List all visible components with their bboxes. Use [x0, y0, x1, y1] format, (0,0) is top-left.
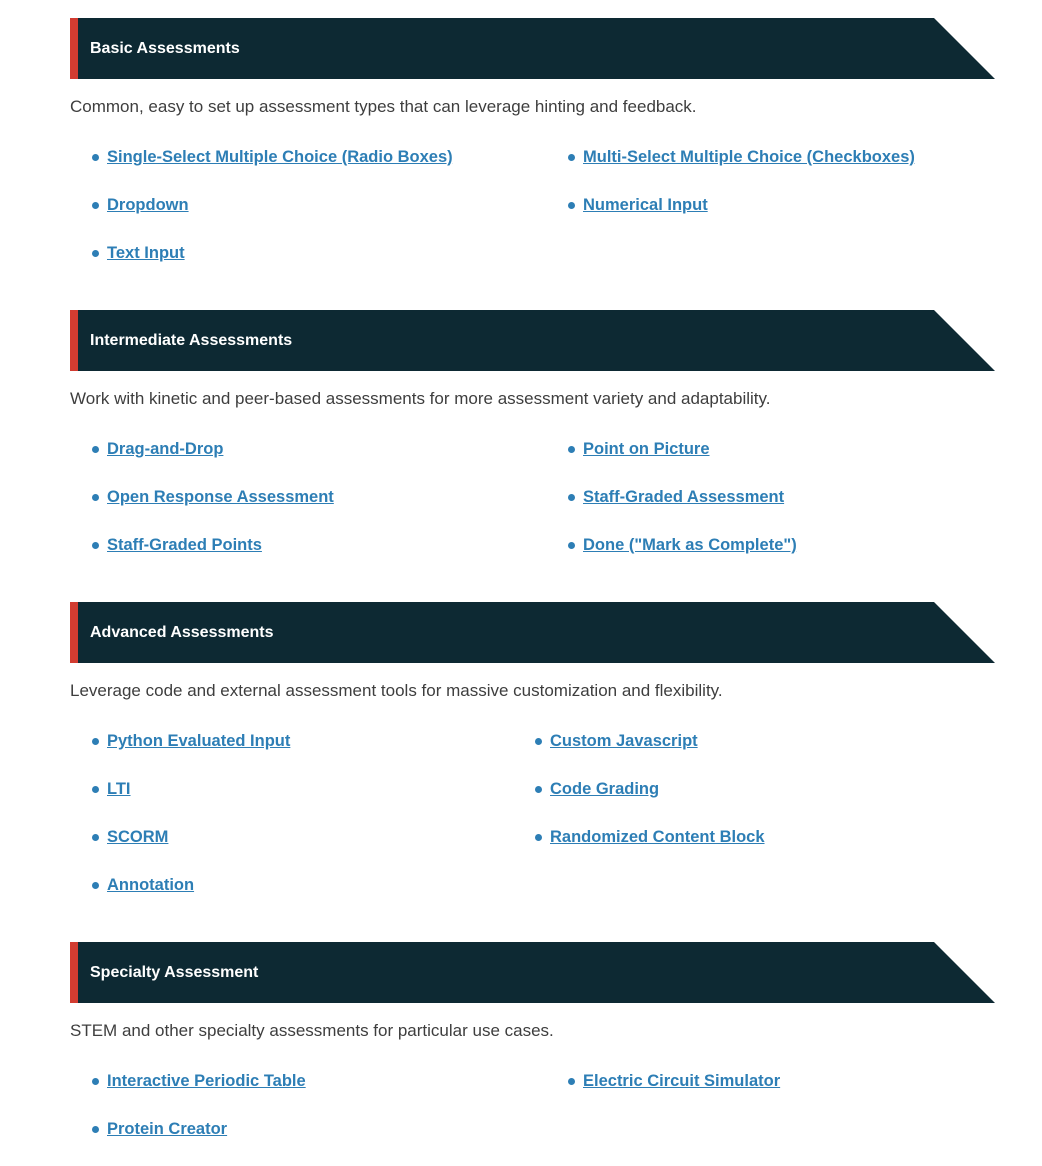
links-columns [70, 145, 1042, 266]
list-item [568, 437, 797, 462]
list-item [568, 1069, 780, 1094]
assessment-link[interactable]: Code Grading [550, 780, 660, 798]
banner-corner-cut [934, 310, 995, 371]
links-column-right [548, 437, 797, 558]
red-accent-bar [70, 602, 78, 663]
list-item [568, 193, 915, 218]
assessment-link[interactable]: LTI [107, 780, 131, 798]
links-column-left [70, 1069, 548, 1142]
links-columns [70, 437, 1042, 558]
assessment-link[interactable]: Numerical Input [583, 196, 708, 214]
list-item [92, 241, 548, 266]
assessment-link[interactable]: Multi-Select Multiple Choice (Checkboxes) [583, 148, 915, 166]
list-item [92, 533, 548, 558]
assessment-link[interactable]: Protein Creator [107, 1120, 228, 1138]
list-item [92, 825, 515, 850]
section-basic-assessments [0, 18, 1042, 266]
links-column-right [548, 145, 915, 266]
red-accent-bar [70, 942, 78, 1003]
section-banner [70, 310, 995, 371]
assessment-link[interactable]: Randomized Content Block [550, 828, 765, 846]
section-description: STEM and other specialty assessments for particular use cases. [70, 1021, 554, 1040]
red-accent-bar [70, 310, 78, 371]
section-intermediate-assessments [0, 310, 1042, 558]
section-banner [70, 942, 995, 1003]
assessment-link[interactable]: Staff-Graded Points [107, 536, 262, 554]
assessment-link[interactable]: Open Response Assessment [107, 488, 334, 506]
section-title: Basic Assessments [90, 39, 240, 57]
list-item [568, 533, 797, 558]
banner-corner-cut [934, 18, 995, 79]
list-item [92, 729, 515, 754]
section-description: Common, easy to set up assessment types that can leverage hinting and feedback. [70, 97, 697, 116]
list-item [92, 1069, 548, 1094]
assessment-link[interactable]: SCORM [107, 828, 169, 846]
list-item [535, 825, 765, 850]
list-item [92, 777, 515, 802]
links-column-left [70, 437, 548, 558]
banner-corner-cut [934, 942, 995, 1003]
links-columns [70, 1069, 1042, 1142]
assessment-link[interactable]: Python Evaluated Input [107, 732, 291, 750]
assessment-link[interactable]: Staff-Graded Assessment [583, 488, 785, 506]
section-description: Leverage code and external assessment tools for massive customization and flexibility. [70, 681, 723, 700]
links-column-left [70, 729, 515, 898]
section-banner [70, 602, 995, 663]
assessment-link[interactable]: Custom Javascript [550, 732, 698, 750]
assessment-link[interactable]: Point on Picture [583, 440, 710, 458]
red-accent-bar [70, 18, 78, 79]
list-item [92, 873, 515, 898]
section-advanced-assessments [0, 602, 1042, 898]
list-item [92, 145, 548, 170]
list-item [535, 777, 765, 802]
links-column-left [70, 145, 548, 266]
links-columns [70, 729, 1042, 898]
list-item [92, 193, 548, 218]
list-item [568, 485, 797, 510]
assessment-link[interactable]: Drag-and-Drop [107, 440, 224, 458]
section-title: Advanced Assessments [90, 623, 274, 641]
list-item [92, 1117, 548, 1142]
assessment-link[interactable]: Text Input [107, 244, 185, 262]
assessment-link[interactable]: Interactive Periodic Table [107, 1072, 306, 1090]
links-column-right [515, 729, 765, 898]
list-item [92, 485, 548, 510]
section-title: Intermediate Assessments [90, 331, 293, 349]
assessment-link[interactable]: Done ("Mark as Complete") [583, 536, 797, 554]
assessment-link[interactable]: Annotation [107, 876, 195, 894]
list-item [568, 145, 915, 170]
assessment-link[interactable]: Dropdown [107, 196, 189, 214]
assessment-link[interactable]: Single-Select Multiple Choice (Radio Boxes) [107, 148, 453, 166]
list-item [92, 437, 548, 462]
links-column-right [548, 1069, 780, 1142]
section-banner [70, 18, 995, 79]
section-title: Specialty Assessment [90, 963, 259, 981]
section-description: Work with kinetic and peer-based assessments for more assessment variety and adaptability. [70, 389, 771, 408]
list-item [535, 729, 765, 754]
section-specialty-assessment [0, 942, 1042, 1142]
assessment-link[interactable]: Electric Circuit Simulator [583, 1072, 781, 1090]
banner-corner-cut [934, 602, 995, 663]
